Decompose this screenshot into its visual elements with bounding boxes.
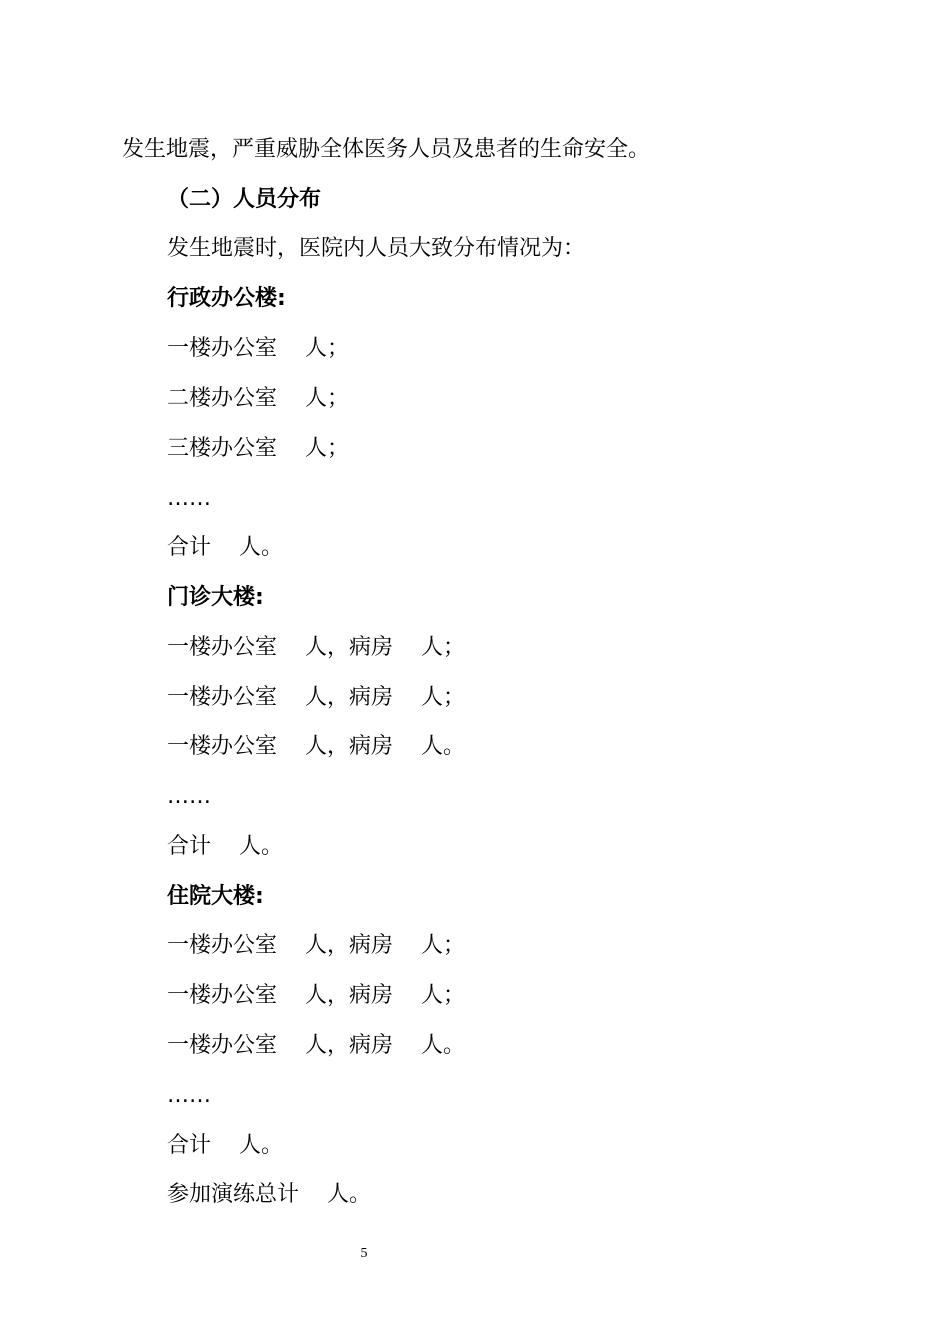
inpatient-building-title: 住院大楼:	[167, 884, 264, 909]
intro-continuation: 发生地震，严重威胁全体医务人员及患者的生命安全。	[122, 137, 651, 162]
admin-total: 合计 人。	[167, 535, 283, 560]
inpatient-line-1: 一楼办公室 人，病房 人；	[167, 933, 465, 958]
outpatient-line-2: 一楼办公室 人，病房 人；	[167, 685, 465, 710]
inpatient-line-3: 一楼办公室 人，病房 人。	[167, 1033, 465, 1058]
inpatient-ellipsis: ……	[167, 1083, 211, 1108]
admin-ellipsis: ……	[167, 486, 211, 511]
admin-line-2: 二楼办公室 人；	[167, 386, 349, 411]
admin-line-3: 三楼办公室 人；	[167, 436, 349, 461]
page-number: 5	[360, 1246, 368, 1261]
outpatient-line-3: 一楼办公室 人，病房 人。	[167, 734, 465, 759]
outpatient-line-1: 一楼办公室 人，病房 人；	[167, 635, 465, 660]
admin-building-title: 行政办公楼:	[167, 286, 286, 311]
section-intro: 发生地震时，医院内人员大致分布情况为：	[167, 236, 586, 261]
drill-total: 参加演练总计 人。	[167, 1182, 371, 1207]
outpatient-building-title: 门诊大楼:	[167, 585, 264, 610]
admin-line-1: 一楼办公室 人；	[167, 336, 349, 361]
inpatient-line-2: 一楼办公室 人，病房 人；	[167, 983, 465, 1008]
section-heading: （二）人员分布	[167, 187, 322, 212]
outpatient-total: 合计 人。	[167, 834, 283, 859]
outpatient-ellipsis: ……	[167, 784, 211, 809]
inpatient-total: 合计 人。	[167, 1133, 283, 1158]
